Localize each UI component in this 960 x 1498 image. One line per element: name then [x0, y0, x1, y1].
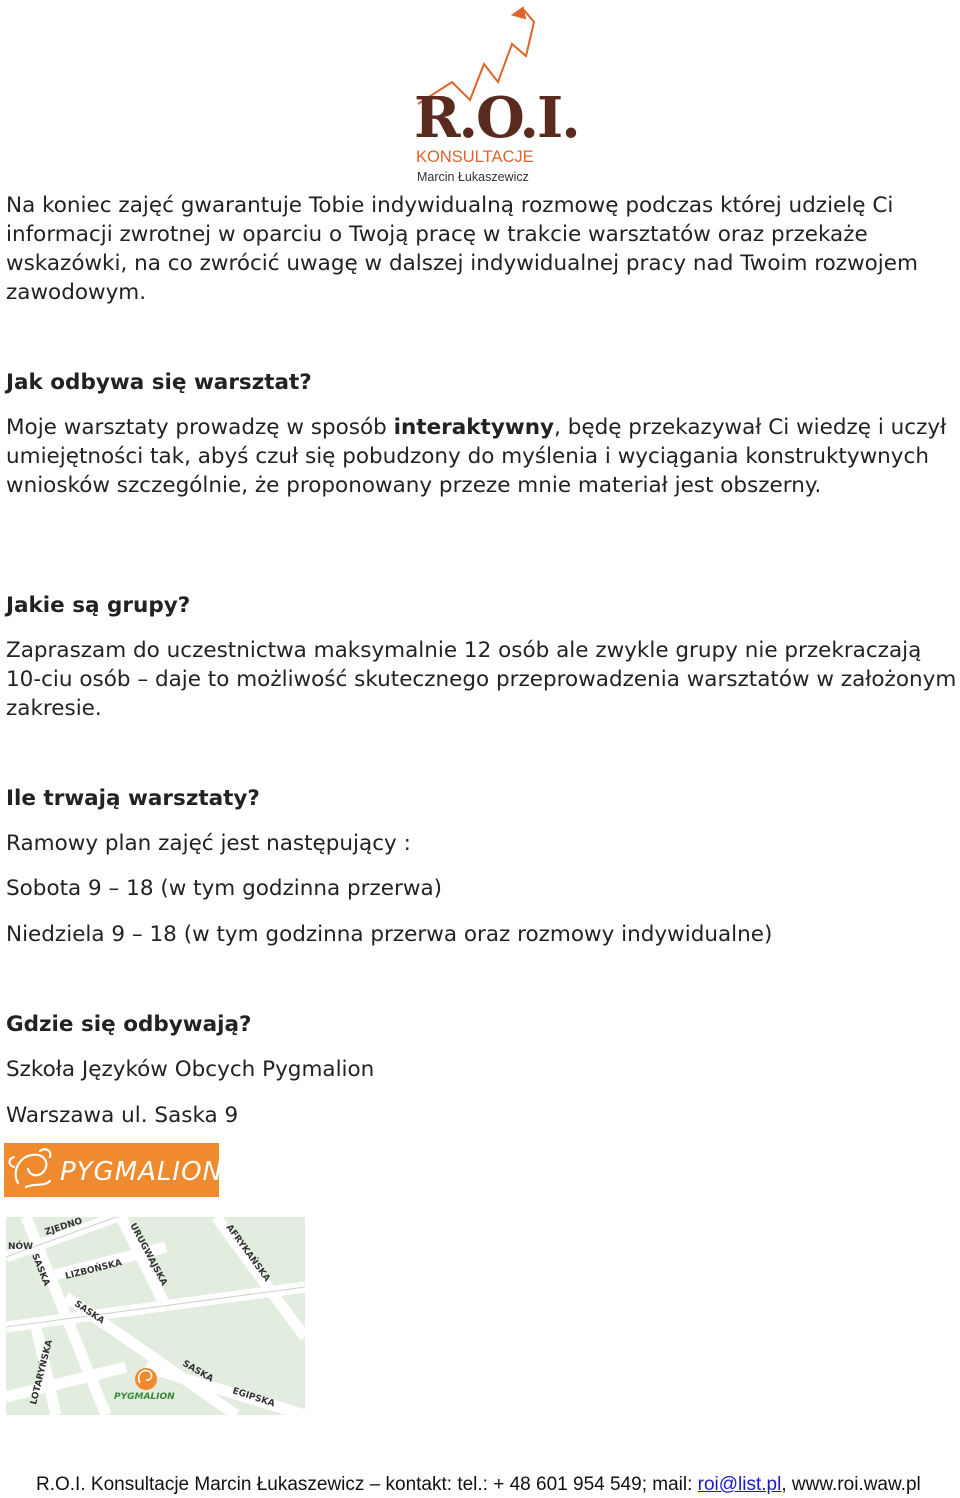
heading-duration: Ile trwają warsztaty?: [6, 786, 260, 811]
map-street-label: LIZBOŃSKA: [64, 1258, 124, 1282]
map-street-label: SASKA: [72, 1299, 106, 1327]
logo-brand: R.O.I.: [414, 85, 579, 151]
map-marker-label: PYGMALION: [114, 1392, 175, 1402]
map-street-label: ZJEDNO: [43, 1216, 84, 1238]
heading-groups: Jakie są grupy?: [6, 593, 191, 618]
how-paragraph: [6, 413, 960, 500]
pygmalion-logo: [4, 1143, 223, 1197]
how-text-before: Moje warsztaty prowadzę w sposób: [6, 415, 394, 440]
map-street-label: SASKA: [180, 1358, 215, 1385]
footer-contact: [36, 1472, 921, 1498]
map-street-label: NÓW: [8, 1242, 34, 1252]
place-school: Szkoła Języków Obcych Pygmalion: [6, 1057, 375, 1082]
roi-logo: [412, 4, 579, 184]
heading-how: Jak odbywa się warsztat?: [6, 370, 312, 395]
footer-text-after: , www.roi.waw.pl: [781, 1474, 921, 1495]
how-text-after: , będę przekazywał Ci wiedzę i uczył umiejętności tak, abyś czuł się pobudzony do myślenia i wyciągania konstruktywnych wniosków szczególnie, że proponowany przeze mnie materiał jest obszerny.: [6, 415, 947, 498]
duration-saturday: Sobota 9 – 18 (w tym godzinna przerwa): [6, 876, 443, 901]
pygmalion-logo-text: PYGMALION: [60, 1157, 223, 1187]
place-address: Warszawa ul. Saska 9: [6, 1103, 239, 1128]
intro-paragraph: Na koniec zajęć gwarantuje Tobie indywidualną rozmowę podczas której udzielę Ci informacji zwrotnej w oparciu o Twoją pracę w trakcie warsztatów oraz przekaże wskazówki, na co zwrócić uwagę w dalszej indywidualnej pracy nad Twoim rozwojem zawodowym.: [6, 193, 918, 305]
groups-paragraph: Zapraszam do uczestnictwa maksymalnie 12 osób ale zwykle grupy nie przekraczają 10-ciu osób – daje to możliwość skutecznego przeprowadzenia warsztatów w założonym zakresie.: [6, 638, 957, 721]
location-map: [6, 1217, 305, 1415]
map-street-label: EGIPSKA: [231, 1386, 276, 1410]
logo-owner: Marcin Łukaszewicz: [417, 170, 529, 184]
duration-sunday: Niedziela 9 – 18 (w tym godzinna przerwa oraz rozmowy indywidualne): [6, 922, 773, 947]
map-street-label: LOTARYŃSKA: [29, 1338, 55, 1406]
map-street-label: SASKA: [29, 1252, 52, 1288]
logo-subtitle: KONSULTACJE: [416, 148, 534, 166]
footer-text-before: R.O.I. Konsultacje Marcin Łukaszewicz – kontakt: tel.: + 48 601 954 549; mail:: [36, 1474, 698, 1495]
duration-intro: Ramowy plan zajęć jest następujący :: [6, 831, 411, 856]
map-street-label: AFRYKAŃSKA: [223, 1222, 272, 1284]
heading-place: Gdzie się odbywają?: [6, 1012, 252, 1037]
map-street-label: URUGWAJSKA: [127, 1221, 169, 1288]
footer-email-link[interactable]: roi@list.pl: [697, 1474, 782, 1495]
how-text-bold: interaktywny: [393, 415, 555, 440]
